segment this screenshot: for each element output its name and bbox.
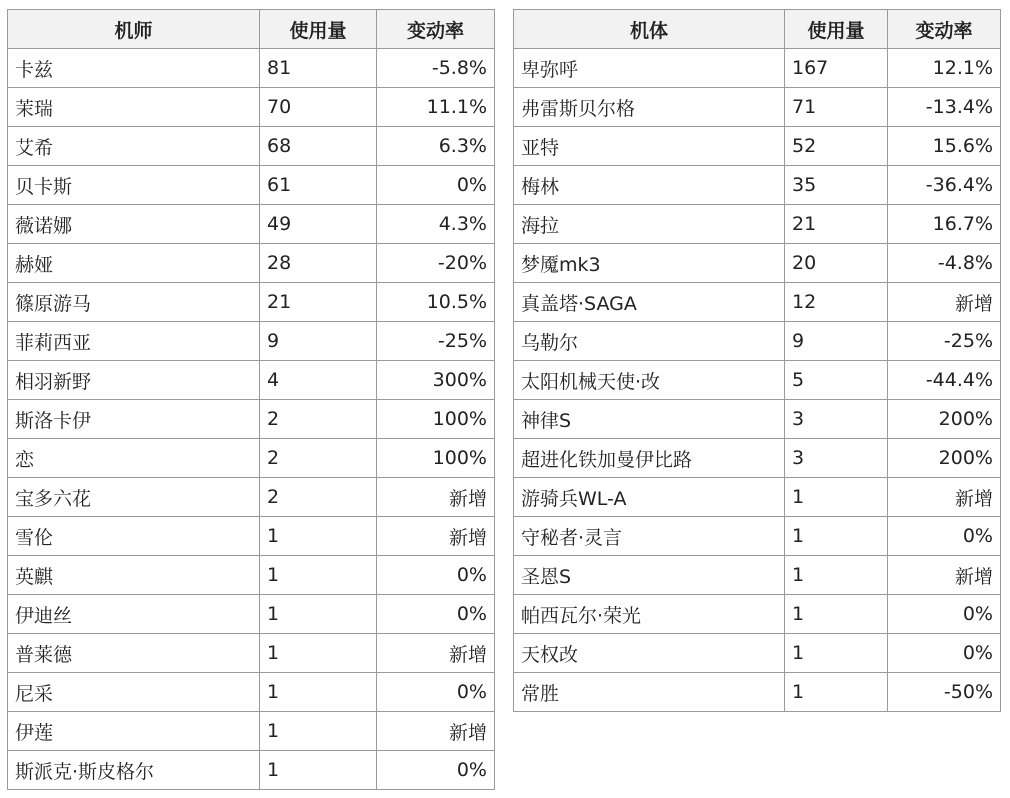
usage-count-cell: 9: [785, 322, 888, 361]
table-row: [514, 517, 1001, 556]
name-cell: 艾希: [8, 127, 260, 166]
table-row: [8, 205, 495, 244]
change-rate-cell: 6.3%: [377, 127, 495, 166]
name-cell: 海拉: [514, 205, 785, 244]
change-rate-cell: -4.8%: [888, 244, 1001, 283]
change-rate-cell: -5.8%: [377, 49, 495, 88]
table-row: [8, 751, 495, 790]
name-cell: 弗雷斯贝尔格: [514, 88, 785, 127]
table-row: [514, 88, 1001, 127]
table-header-row: [8, 10, 495, 49]
name-cell: 相羽新野: [8, 361, 260, 400]
change-rate-cell: 0%: [377, 673, 495, 712]
change-rate-cell: 新增: [377, 712, 495, 751]
name-cell: 乌勒尔: [514, 322, 785, 361]
usage-count-cell: 1: [785, 673, 888, 712]
name-cell: 薇诺娜: [8, 205, 260, 244]
name-cell: 赫娅: [8, 244, 260, 283]
mech-usage-table: [513, 9, 1001, 712]
name-cell: 英麒: [8, 556, 260, 595]
name-cell: 帕西瓦尔·荣光: [514, 595, 785, 634]
change-rate-cell: 0%: [377, 556, 495, 595]
table-row: [8, 127, 495, 166]
usage-count-cell: 52: [785, 127, 888, 166]
name-cell: 常胜: [514, 673, 785, 712]
change-rate-cell: 新增: [377, 478, 495, 517]
change-rate-cell: 16.7%: [888, 205, 1001, 244]
table-row: [8, 283, 495, 322]
table-row: [514, 244, 1001, 283]
usage-count-cell: 3: [785, 400, 888, 439]
pilot-table-body: [8, 49, 495, 790]
name-cell: 梅林: [514, 166, 785, 205]
table-row: [514, 322, 1001, 361]
name-cell: 亚特: [514, 127, 785, 166]
column-header-pilot: 机师: [8, 10, 260, 49]
change-rate-cell: 新增: [377, 634, 495, 673]
change-rate-cell: -13.4%: [888, 88, 1001, 127]
name-cell: 贝卡斯: [8, 166, 260, 205]
column-header-change-rate: 变动率: [888, 10, 1001, 49]
usage-count-cell: 35: [785, 166, 888, 205]
change-rate-cell: 新增: [888, 478, 1001, 517]
usage-count-cell: 20: [785, 244, 888, 283]
table-row: [514, 595, 1001, 634]
name-cell: 伊迪丝: [8, 595, 260, 634]
change-rate-cell: 300%: [377, 361, 495, 400]
change-rate-cell: 0%: [377, 595, 495, 634]
table-row: [8, 49, 495, 88]
change-rate-cell: 0%: [888, 634, 1001, 673]
table-header-row: [514, 10, 1001, 49]
name-cell: 神律S: [514, 400, 785, 439]
table-row: [8, 595, 495, 634]
change-rate-cell: 15.6%: [888, 127, 1001, 166]
usage-count-cell: 1: [260, 673, 377, 712]
name-cell: 恋: [8, 439, 260, 478]
name-cell: 宝多六花: [8, 478, 260, 517]
column-header-usage: 使用量: [260, 10, 377, 49]
usage-count-cell: 1: [260, 595, 377, 634]
change-rate-cell: -36.4%: [888, 166, 1001, 205]
table-row: [514, 439, 1001, 478]
name-cell: 太阳机械天使·改: [514, 361, 785, 400]
table-row: [514, 361, 1001, 400]
usage-count-cell: 1: [260, 556, 377, 595]
usage-count-cell: 4: [260, 361, 377, 400]
usage-count-cell: 1: [260, 517, 377, 556]
usage-count-cell: 12: [785, 283, 888, 322]
table-row: [8, 166, 495, 205]
pilot-usage-table: [7, 9, 495, 790]
usage-count-cell: 28: [260, 244, 377, 283]
usage-count-cell: 1: [785, 517, 888, 556]
change-rate-cell: -44.4%: [888, 361, 1001, 400]
name-cell: 菲莉西亚: [8, 322, 260, 361]
change-rate-cell: 0%: [888, 595, 1001, 634]
name-cell: 梦魇mk3: [514, 244, 785, 283]
change-rate-cell: 新增: [888, 556, 1001, 595]
name-cell: 游骑兵WL-A: [514, 478, 785, 517]
usage-count-cell: 5: [785, 361, 888, 400]
usage-count-cell: 1: [260, 712, 377, 751]
name-cell: 普莱德: [8, 634, 260, 673]
name-cell: 尼采: [8, 673, 260, 712]
usage-count-cell: 21: [785, 205, 888, 244]
name-cell: 超进化铁加曼伊比路: [514, 439, 785, 478]
table-row: [8, 556, 495, 595]
table-row: [8, 244, 495, 283]
name-cell: 卡兹: [8, 49, 260, 88]
change-rate-cell: 100%: [377, 439, 495, 478]
name-cell: 篠原游马: [8, 283, 260, 322]
table-row: [8, 634, 495, 673]
usage-count-cell: 1: [785, 634, 888, 673]
mech-table-body: [514, 49, 1001, 712]
change-rate-cell: 11.1%: [377, 88, 495, 127]
name-cell: 天权改: [514, 634, 785, 673]
change-rate-cell: 200%: [888, 400, 1001, 439]
table-row: [514, 49, 1001, 88]
usage-count-cell: 1: [785, 595, 888, 634]
name-cell: 守秘者·灵言: [514, 517, 785, 556]
table-row: [8, 517, 495, 556]
column-header-change-rate: 变动率: [377, 10, 495, 49]
change-rate-cell: -25%: [888, 322, 1001, 361]
name-cell: 斯洛卡伊: [8, 400, 260, 439]
usage-count-cell: 9: [260, 322, 377, 361]
usage-count-cell: 1: [785, 556, 888, 595]
usage-count-cell: 1: [785, 478, 888, 517]
table-row: [8, 400, 495, 439]
table-row: [514, 283, 1001, 322]
change-rate-cell: -50%: [888, 673, 1001, 712]
table-row: [514, 478, 1001, 517]
table-row: [8, 361, 495, 400]
usage-count-cell: 2: [260, 478, 377, 517]
change-rate-cell: 10.5%: [377, 283, 495, 322]
column-header-usage: 使用量: [785, 10, 888, 49]
table-row: [514, 127, 1001, 166]
change-rate-cell: 0%: [377, 166, 495, 205]
usage-count-cell: 71: [785, 88, 888, 127]
change-rate-cell: 4.3%: [377, 205, 495, 244]
usage-count-cell: 167: [785, 49, 888, 88]
table-row: [514, 205, 1001, 244]
name-cell: 伊莲: [8, 712, 260, 751]
table-row: [8, 88, 495, 127]
name-cell: 斯派克·斯皮格尔: [8, 751, 260, 790]
usage-count-cell: 1: [260, 634, 377, 673]
usage-count-cell: 68: [260, 127, 377, 166]
table-row: [514, 634, 1001, 673]
table-row: [514, 673, 1001, 712]
name-cell: 圣恩S: [514, 556, 785, 595]
usage-count-cell: 81: [260, 49, 377, 88]
usage-count-cell: 2: [260, 400, 377, 439]
change-rate-cell: 新增: [377, 517, 495, 556]
table-row: [8, 478, 495, 517]
name-cell: 茉瑞: [8, 88, 260, 127]
table-row: [514, 400, 1001, 439]
column-header-mech: 机体: [514, 10, 785, 49]
table-row: [514, 556, 1001, 595]
change-rate-cell: -25%: [377, 322, 495, 361]
name-cell: 真盖塔·SAGA: [514, 283, 785, 322]
usage-count-cell: 21: [260, 283, 377, 322]
change-rate-cell: 200%: [888, 439, 1001, 478]
table-row: [8, 673, 495, 712]
usage-count-cell: 70: [260, 88, 377, 127]
usage-count-cell: 1: [260, 751, 377, 790]
usage-count-cell: 61: [260, 166, 377, 205]
change-rate-cell: 新增: [888, 283, 1001, 322]
change-rate-cell: 12.1%: [888, 49, 1001, 88]
table-row: [8, 322, 495, 361]
name-cell: 雪伦: [8, 517, 260, 556]
usage-count-cell: 2: [260, 439, 377, 478]
change-rate-cell: 0%: [888, 517, 1001, 556]
table-row: [8, 712, 495, 751]
change-rate-cell: -20%: [377, 244, 495, 283]
table-row: [514, 166, 1001, 205]
change-rate-cell: 100%: [377, 400, 495, 439]
table-row: [8, 439, 495, 478]
name-cell: 卑弥呼: [514, 49, 785, 88]
usage-count-cell: 3: [785, 439, 888, 478]
change-rate-cell: 0%: [377, 751, 495, 790]
usage-count-cell: 49: [260, 205, 377, 244]
